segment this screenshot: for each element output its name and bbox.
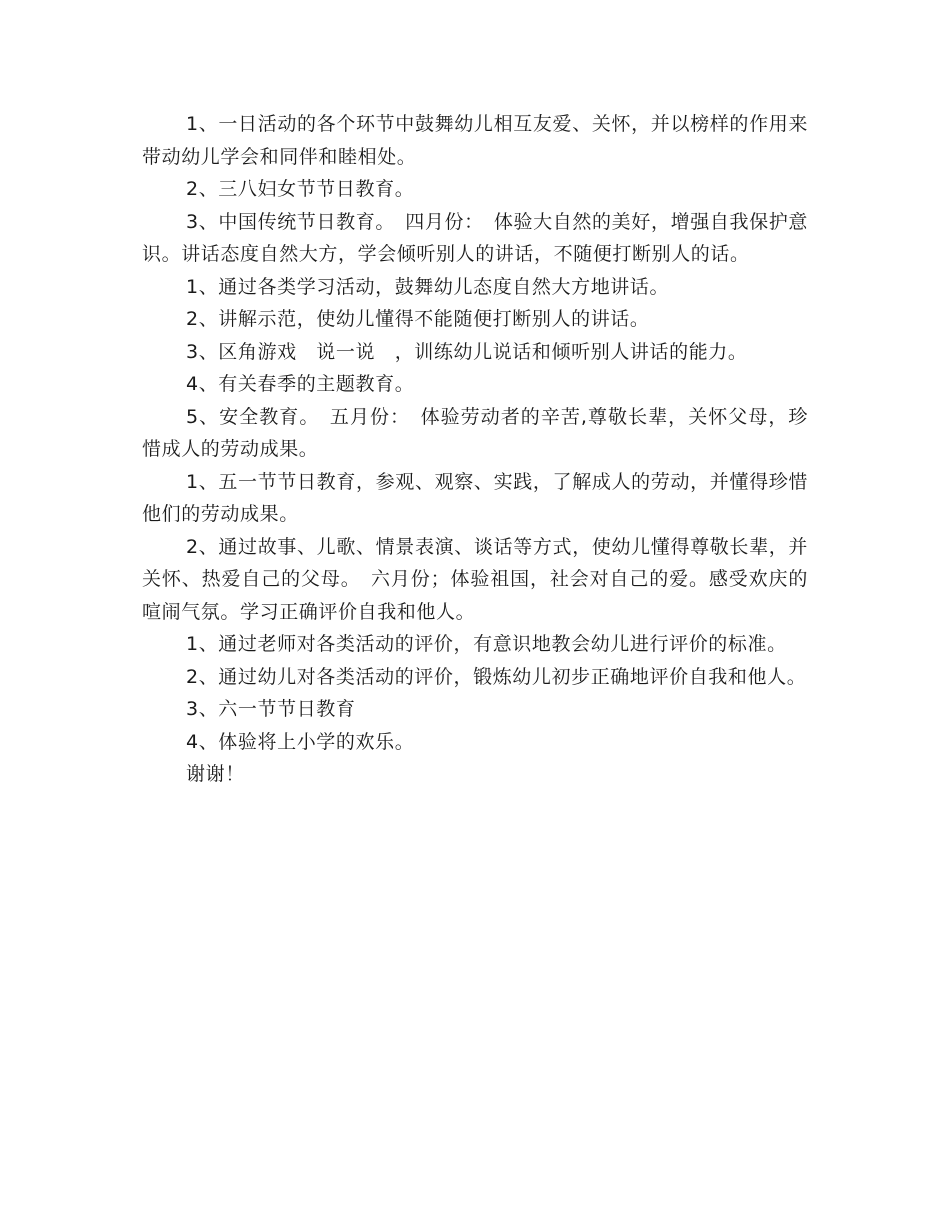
paragraph-10: 2、通过故事、儿歌、情景表演、谈话等方式，使幼儿懂得尊敬长辈，并关怀、热爱自己的父母。 六月份；体验祖国，社会对自己的爱。感受欢庆的喧闹气氛。学习正确评价自我和他人。 [142,535,808,623]
paragraph-3: 3、中国传统节日教育。 四月份： 体验大自然的美好，增强自我保护意识。讲话态度自然大方，学会倾听别人的讲话，不随便打断别人的话。 [142,210,808,265]
paragraph-14: 4、体验将上小学的欢乐。 [186,730,415,753]
paragraph-13: 3、六一节节日教育 [186,698,356,720]
paragraph-8: 5、安全教育。 五月份： 体验劳动者的辛苦,尊敬长辈，关怀父母，珍惜成人的劳动成果。 [142,405,808,460]
paragraph-4: 1、通过各类学习活动，鼓舞幼儿态度自然大方地讲话。 [186,275,670,298]
paragraph-5: 2、讲解示范，使幼儿懂得不能随便打断别人的讲话。 [186,308,650,330]
paragraph-9: 1、五一节节日教育，参观、观察、实践，了解成人的劳动，并懂得珍惜他们的劳动成果。 [142,470,808,525]
closing-thanks: 谢谢！ [186,763,245,785]
document-body [142,108,808,791]
paragraph-7: 4、有关春季的主题教育。 [186,373,415,395]
paragraph-6: 3、区角游戏 说一说 ，训练幼儿说话和倾听别人讲话的能力。 [186,340,748,363]
paragraph-2: 2、三八妇女节节日教育。 [186,178,415,200]
paragraph-11: 1、通过老师对各类活动的评价，有意识地教会幼儿进行评价的标准。 [186,633,787,655]
paragraph-1: 1、一日活动的各个环节中鼓舞幼儿相互友爱、关怀，并以榜样的作用来带动幼儿学会和同伴和睦相处。 [142,113,808,168]
paragraph-12: 2、通过幼儿对各类活动的评价，锻炼幼儿初步正确地评价自我和他人。 [186,665,807,688]
